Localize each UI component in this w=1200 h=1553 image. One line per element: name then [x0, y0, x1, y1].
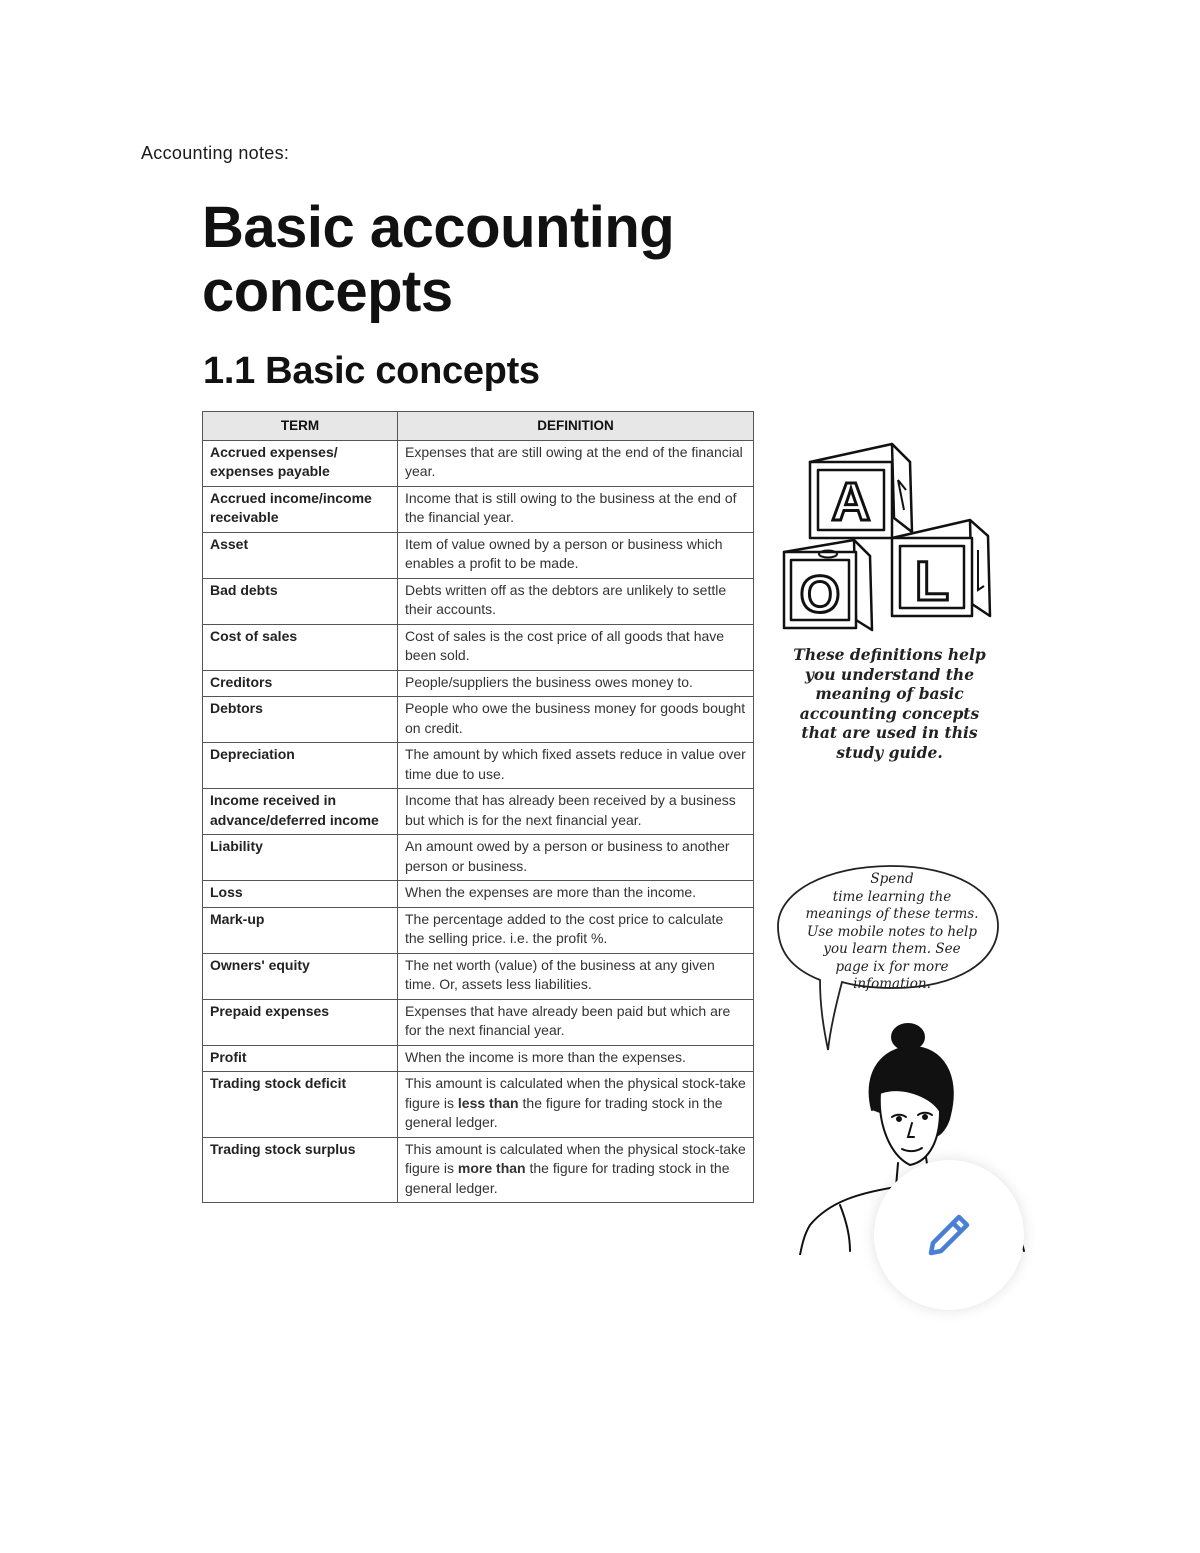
definition-text: This amount is calculated when the physical stock-take figure is [405, 1075, 746, 1111]
page-title [202, 196, 674, 324]
table-row [203, 789, 754, 835]
term-cell: Asset [203, 532, 398, 578]
table-row [203, 1137, 754, 1203]
definition-cell: People/suppliers the business owes money to. [398, 670, 754, 697]
side-note: These definitions help you understand the meaning of basic accounting concepts that are used in this study guide. [793, 645, 986, 762]
term-cell: Owners' equity [203, 953, 398, 999]
speech-bubble-text [792, 871, 992, 994]
definition-cell: An amount owed by a person or business to another person or business. [398, 835, 754, 881]
letter-blocks-illustration [780, 440, 995, 640]
block-letter-o: O [799, 566, 841, 624]
definition-cell: Income that has already been received by a business but which is for the next financial year. [398, 789, 754, 835]
definitions-table [202, 411, 754, 1203]
definition-cell [398, 1137, 754, 1203]
bubble-line: page ix for more [835, 958, 949, 975]
table-row [203, 907, 754, 953]
block-letter-l: L [914, 549, 950, 612]
table-row [203, 578, 754, 624]
definition-text: the figure for trading stock in the general ledger. [405, 1094, 723, 1130]
edit-button[interactable] [874, 1160, 1024, 1310]
bubble-line: time learning the [832, 888, 952, 905]
definition-cell: Cost of sales is the cost price of all goods that have been sold. [398, 624, 754, 670]
table-row [203, 881, 754, 908]
bubble-line: Spend [870, 871, 914, 887]
term-cell: Mark-up [203, 907, 398, 953]
block-letter-a: A [831, 472, 871, 532]
term-cell: Liability [203, 835, 398, 881]
table-row [203, 486, 754, 532]
definition-cell: Item of value owned by a person or business which enables a profit to be made. [398, 532, 754, 578]
bubble-line: meanings of these terms. [805, 906, 979, 922]
definition-cell: Debts written off as the debtors are unlikely to settle their accounts. [398, 578, 754, 624]
bubble-line: infomation. [853, 976, 931, 992]
term-cell: Bad debts [203, 578, 398, 624]
definition-cell: Expenses that have already been paid but which are for the next financial year. [398, 999, 754, 1045]
table-row [203, 835, 754, 881]
table-row [203, 532, 754, 578]
term-cell: Cost of sales [203, 624, 398, 670]
definition-cell: Expenses that are still owing at the end of the financial year. [398, 440, 754, 486]
term-cell: Depreciation [203, 743, 398, 789]
title-line-1: Basic accounting [202, 195, 675, 260]
term-cell: Prepaid expenses [203, 999, 398, 1045]
definition-cell: The amount by which fixed assets reduce in value over time due to use. [398, 743, 754, 789]
section-heading: 1.1 Basic concepts [203, 350, 540, 392]
term-cell: Trading stock deficit [203, 1072, 398, 1138]
table-row [203, 743, 754, 789]
term-cell: Creditors [203, 670, 398, 697]
definition-cell: When the expenses are more than the income. [398, 881, 754, 908]
bubble-line: you learn them. See [823, 941, 961, 957]
table-row [203, 624, 754, 670]
table-row [203, 953, 754, 999]
table-row [203, 697, 754, 743]
term-cell: Profit [203, 1045, 398, 1072]
header-term: TERM [203, 412, 398, 441]
term-cell: Debtors [203, 697, 398, 743]
definition-cell: People who owe the business money for goods bought on credit. [398, 697, 754, 743]
header-definition: DEFINITION [398, 412, 754, 441]
pencil-icon [921, 1207, 977, 1263]
table-row [203, 999, 754, 1045]
definition-emphasis: less than [457, 1094, 519, 1111]
table-row [203, 440, 754, 486]
definition-cell [398, 1072, 754, 1138]
definition-text: This amount is calculated when the physical stock-take figure is [405, 1140, 746, 1176]
definition-cell: Income that is still owing to the business at the end of the financial year. [398, 486, 754, 532]
page-label: Accounting notes: [141, 143, 290, 163]
bubble-line: Use mobile notes to help [806, 923, 977, 940]
term-cell: Trading stock surplus [203, 1137, 398, 1203]
table-row [203, 670, 754, 697]
term-cell: Accrued expenses/ expenses payable [203, 440, 398, 486]
term-cell: Accrued income/income receivable [203, 486, 398, 532]
definition-text: the figure for trading stock in the general ledger. [405, 1160, 730, 1196]
definition-cell: The net worth (value) of the business at any given time. Or, assets less liabilities. [398, 953, 754, 999]
term-cell: Income received in advance/deferred income [203, 789, 398, 835]
definition-emphasis: more than [457, 1160, 526, 1176]
table-row [203, 1072, 754, 1138]
table-row [203, 1045, 754, 1072]
title-line-2: concepts [202, 259, 453, 324]
table-header-row [203, 412, 754, 441]
term-cell: Loss [203, 881, 398, 908]
definition-cell: When the income is more than the expenses. [398, 1045, 754, 1072]
definition-cell: The percentage added to the cost price to calculate the selling price. i.e. the profit %. [398, 907, 754, 953]
